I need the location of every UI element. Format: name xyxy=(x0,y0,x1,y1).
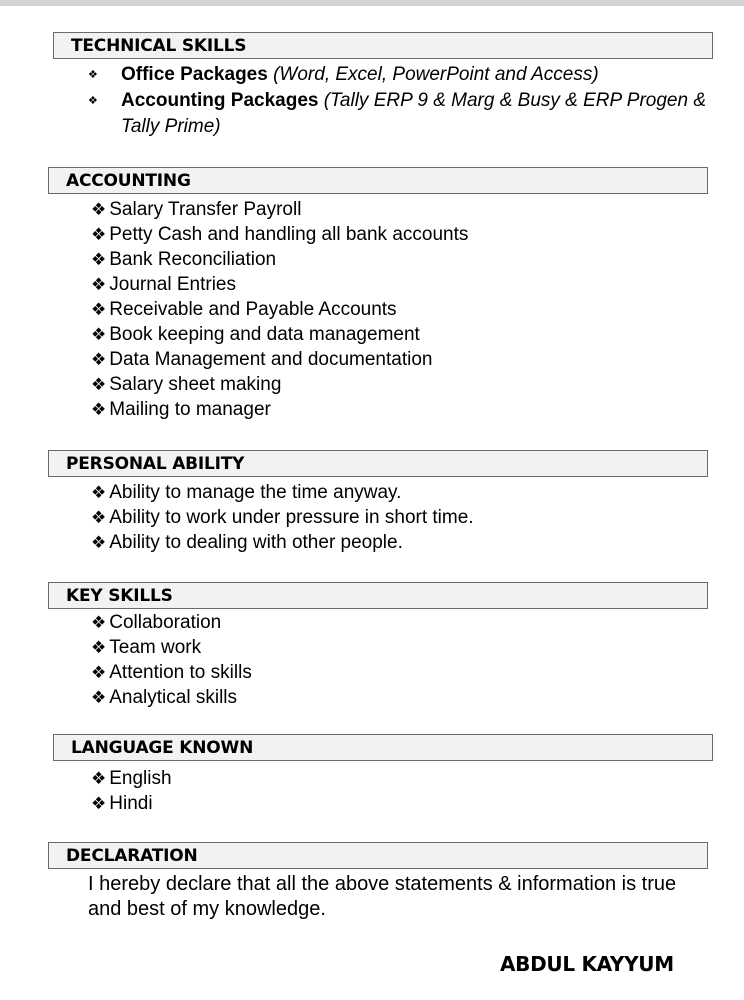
key-skills-list xyxy=(91,610,252,710)
skill-name: Office Packages xyxy=(121,64,268,85)
diamond-bullet-icon: ❖ xyxy=(91,375,107,394)
list-item: ❖ English xyxy=(91,768,172,789)
top-border xyxy=(0,0,744,6)
technical-skills-list xyxy=(88,62,728,140)
list-item: ❖ Salary sheet making xyxy=(91,374,282,395)
section-heading-accounting: ACCOUNTING xyxy=(48,167,708,194)
signature-name: ABDUL KAYYUM xyxy=(500,952,674,976)
list-item: ❖ Team work xyxy=(91,637,202,658)
list-item: ❖ Attention to skills xyxy=(91,662,252,683)
personal-ability-list xyxy=(91,480,474,555)
diamond-bullet-icon: ❖ xyxy=(91,400,107,419)
section-heading-language-known: LANGUAGE KNOWN xyxy=(53,734,713,761)
skill-name: Accounting Packages xyxy=(121,90,319,111)
list-item: ❖ Petty Cash and handling all bank accounts xyxy=(91,224,469,245)
list-item: ❖ Book keeping and data management xyxy=(91,324,420,345)
list-item: ❖ Collaboration xyxy=(91,612,222,633)
diamond-bullet-icon: ❖ xyxy=(88,95,98,107)
list-item: ❖ Ability to work under pressure in short time. xyxy=(91,507,474,528)
list-item xyxy=(88,88,728,140)
diamond-bullet-icon: ❖ xyxy=(91,613,107,632)
diamond-bullet-icon: ❖ xyxy=(91,275,107,294)
diamond-bullet-icon: ❖ xyxy=(91,688,107,707)
section-heading-technical-skills: TECHNICAL SKILLS xyxy=(53,32,713,59)
diamond-bullet-icon: ❖ xyxy=(91,638,107,657)
skill-details: (Word, Excel, PowerPoint and Access) xyxy=(273,64,599,85)
list-item: ❖ Data Management and documentation xyxy=(91,349,433,370)
section-heading-declaration: DECLARATION xyxy=(48,842,708,869)
list-item: ❖ Hindi xyxy=(91,793,153,814)
list-item xyxy=(88,62,728,88)
list-item: ❖ Salary Transfer Payroll xyxy=(91,199,302,220)
skill-details: (Tally ERP 9 & Marg & Busy & ERP Progen & Tally Prime) xyxy=(121,90,706,137)
diamond-bullet-icon: ❖ xyxy=(88,69,98,81)
list-item: ❖ Journal Entries xyxy=(91,274,236,295)
diamond-bullet-icon: ❖ xyxy=(91,663,107,682)
diamond-bullet-icon: ❖ xyxy=(91,250,107,269)
diamond-bullet-icon: ❖ xyxy=(91,483,107,502)
diamond-bullet-icon: ❖ xyxy=(91,350,107,369)
list-item: ❖ Receivable and Payable Accounts xyxy=(91,299,397,320)
accounting-list xyxy=(91,197,468,422)
list-item: ❖ Mailing to manager xyxy=(91,399,271,420)
list-item: ❖ Ability to dealing with other people. xyxy=(91,532,403,553)
diamond-bullet-icon: ❖ xyxy=(91,225,107,244)
declaration-text: I hereby declare that all the above statements & information is true and best of my knowledge. xyxy=(88,873,677,920)
language-list xyxy=(91,766,172,816)
section-heading-key-skills: KEY SKILLS xyxy=(48,582,708,609)
diamond-bullet-icon: ❖ xyxy=(91,794,107,813)
list-item: ❖ Ability to manage the time anyway. xyxy=(91,482,402,503)
diamond-bullet-icon: ❖ xyxy=(91,769,107,788)
section-heading-personal-ability: PERSONAL ABILITY xyxy=(48,450,708,477)
list-item: ❖ Analytical skills xyxy=(91,687,238,708)
diamond-bullet-icon: ❖ xyxy=(91,533,107,552)
diamond-bullet-icon: ❖ xyxy=(91,325,107,344)
diamond-bullet-icon: ❖ xyxy=(91,200,107,219)
diamond-bullet-icon: ❖ xyxy=(91,508,107,527)
diamond-bullet-icon: ❖ xyxy=(91,300,107,319)
list-item: ❖ Bank Reconciliation xyxy=(91,249,277,270)
